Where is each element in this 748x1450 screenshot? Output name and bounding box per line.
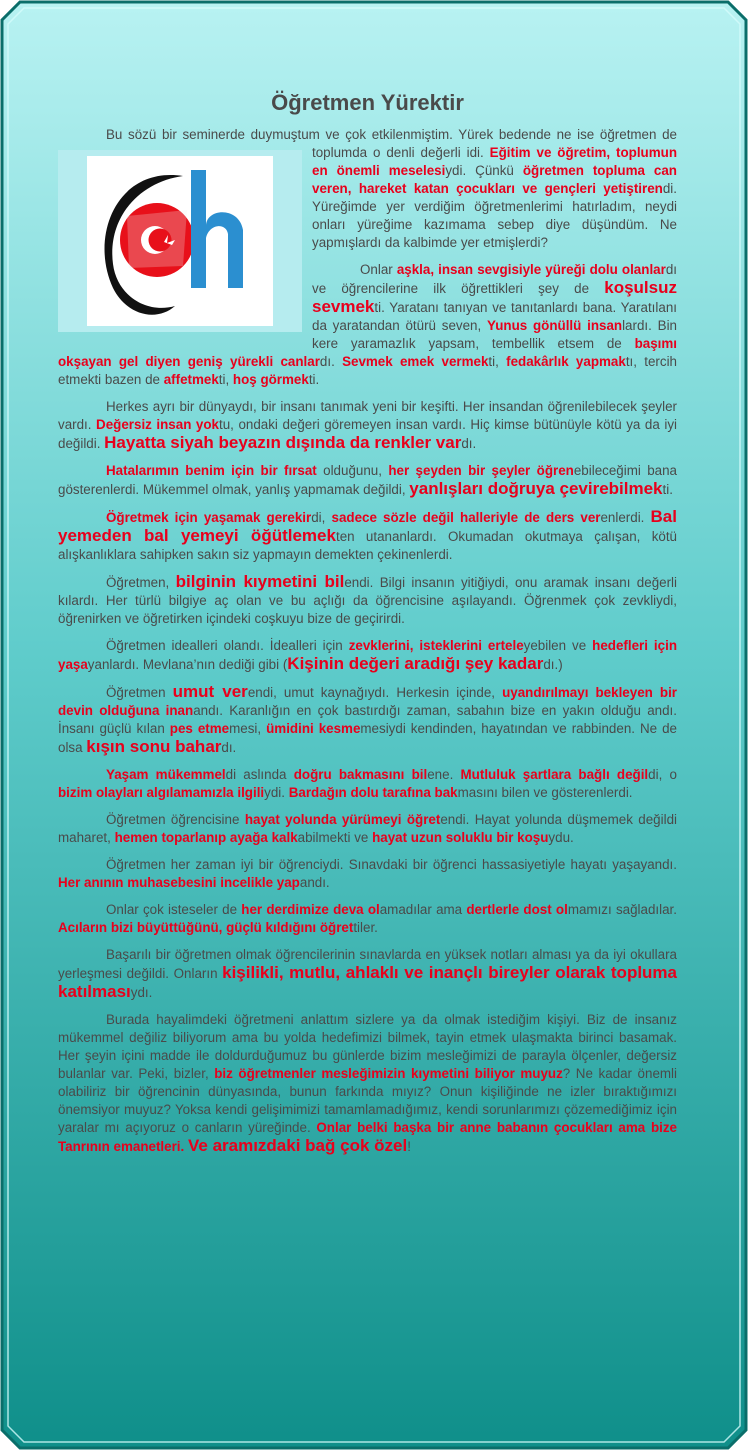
- body-text: ydi.: [264, 785, 289, 800]
- body-text: ti,: [488, 354, 507, 369]
- body-text: yebilen ve: [523, 638, 593, 653]
- body-text: tiler.: [353, 920, 378, 935]
- highlight-text: Sevmek emek vermek: [342, 354, 489, 369]
- paragraph-8: [58, 683, 677, 757]
- body-text: Öğretmen her zaman iyi bir öğrenciydi. Sınavdaki bir öğrenci hassasiyetiyle hayatı yaşayandı.: [106, 857, 677, 872]
- body-text: ti.: [662, 482, 673, 497]
- highlight-text: hemen toparlanıp ayağa kalk: [114, 830, 298, 845]
- body-text: amadılar ama: [379, 902, 467, 917]
- highlight-text: bilginin kıymetini bil: [175, 572, 345, 591]
- body-text: dı.: [461, 436, 477, 451]
- body-text: ti,: [218, 372, 233, 387]
- highlight-text: aşkla, insan sevgisiyle yüreği dolu olanlar: [396, 262, 666, 277]
- highlight-text: Yunus gönüllü insan: [487, 318, 623, 333]
- highlight-text: Hayatta siyah beyazın dışında da renkler var: [104, 433, 462, 452]
- highlight-text: uyandırılmayı bekleyen bir devin olduğuna inan: [58, 685, 678, 718]
- body-text: ti. Yaratanı tanıyan ve tanıtanlardı bana. Yaratılanı da yaratandan ötürü seven,: [312, 300, 677, 333]
- paragraph-14: [58, 1011, 677, 1156]
- highlight-text: bizim olayları algılamamızla ilgili: [58, 785, 265, 800]
- highlight-text: biz öğretmenler mesleğimizin kıymetini biliyor muyuz: [214, 1066, 563, 1081]
- body-text: mesi,: [229, 721, 267, 736]
- highlight-text: affetmek: [163, 372, 219, 387]
- body-text: yanlardı. Mevlana’nın dediği gibi (: [87, 657, 288, 672]
- article: [58, 88, 677, 1165]
- logo-frame: [58, 150, 302, 332]
- highlight-text: yanlışları doğruya çevirebilmek: [409, 479, 663, 498]
- body-text: ten utananlardı. Okumadan okutmaya çalışan, kötü alışkanlıklara sahipken sakın siz yapmayın demekten çekinenlerdi.: [58, 529, 678, 562]
- body-text: tu, ondaki değeri göremeyen insan vardı. Hiç kimse bütünüyle kötü ya da iyi değildi.: [58, 417, 677, 451]
- highlight-text: Mutluluk şartlara bağlı değil: [460, 767, 649, 782]
- page-title: Öğretmen Yürektir: [271, 90, 464, 115]
- body-text: Bu sözü bir seminerde duymuştum ve çok etkilenmiştim. Yürek bedende ne ise öğretmen de toplumda o denli değerli idi.: [106, 127, 677, 160]
- paragraph-10: [58, 811, 677, 847]
- paragraph-9: [58, 766, 677, 802]
- body-text: ydı.: [130, 985, 153, 1000]
- body-text: Öğretmen,: [106, 575, 176, 590]
- paragraph-3: [58, 398, 677, 453]
- body-text: dı.): [543, 657, 563, 672]
- body-text: ? Ne kadar önemli olabiliriz bir öğrencinin dünyasında, bunun farkında mıyız? Onun kişiliğinde ne izler bıraktığımızı önemsiyor muyuz? Yoksa kendi gelişimimizi tamamlamadığımız, kendi sorunlarımızı çözemediğimiz için yaralar mı açıyoruz o canların yüreğinde.: [58, 1066, 678, 1135]
- highlight-text: Bal yemeden bal yemeyi öğütlemek: [58, 507, 677, 545]
- body-text: mesiydi kendinden, hayatından ve rabbinden. Ne de olsa: [58, 721, 677, 755]
- body-text: Onlar: [360, 262, 397, 277]
- highlight-text: umut ver: [172, 682, 248, 701]
- body-text: Öğretmen idealleri olandı. İdealleri için: [106, 638, 349, 653]
- body-text: andı.: [299, 875, 330, 890]
- body-text: di,: [311, 510, 332, 525]
- body-text: ebileceğimi bana gösterenlerdi. Mükemmel olmak, yanlış yapmamak değildi,: [58, 463, 677, 497]
- body-text: dı.: [319, 354, 343, 369]
- highlight-text: Öğretmek için yaşamak gerekir: [106, 510, 312, 525]
- body-text: olduğunu,: [316, 463, 389, 478]
- body-text: di. Yüreğimde yer verdiğim öğretmenlerimi hatırladım, neydi onları yüreğime kazımama sebep diye düşündüm. Ne yapmışlardı da kalbimde yer etmişlerdi?: [312, 181, 677, 250]
- highlight-text: hedefleri için yaşa: [58, 638, 677, 672]
- body-text: Onlar çok isteseler de: [106, 902, 242, 917]
- highlight-text: dertlerle dost ol: [466, 902, 568, 917]
- highlight-text: fedakârlık yapmak: [506, 354, 626, 369]
- highlight-text: Hatalarımın benim için bir fırsat: [106, 463, 317, 478]
- highlight-text: zevklerini, isteklerini ertele: [348, 638, 524, 653]
- highlight-text: kışın sonu bahar: [86, 737, 222, 756]
- body-text: Burada hayalimdeki öğretmeni anlattım sizlere ya da olmak istediğim kişiyi. Biz de insanız mükemmel değiliz biliyorum ama bu yolda hedefimizi bilmek, tayin etmek ulaşmakta birinci basamak. Her şeyin içini madde ile doldurduğumuz bu günlerde bizim mesleğimizi de parayla ölçenler, değersiz bulanlar var. Peki, bizler,: [58, 1012, 677, 1081]
- body-text: Herkes ayrı bir dünyaydı, bir insanı tanımak yeni bir keşifti. Her insandan öğrenilebilecek şeyler vardı.: [58, 399, 677, 432]
- highlight-text: ümidini kesme: [266, 721, 361, 736]
- paragraph-6: [58, 573, 677, 628]
- highlight-text: Ve aramızdaki bağ çok özel: [187, 1136, 408, 1155]
- highlight-text: koşulsuz sevmek: [312, 278, 677, 316]
- highlight-text: hayat uzun soluklu bir koşu: [372, 830, 549, 845]
- highlight-text: her şeyden bir şeyler öğren: [388, 463, 574, 478]
- body-text: Başarılı bir öğretmen olmak öğrencilerinin sınavlarda en yüksek notları alması ya da iyi okullara yerleşmesi değildi. Onların: [58, 947, 677, 981]
- paragraph-13: [58, 946, 677, 1002]
- body-text: endi, umut kaynağıydı. Herkesin içinde,: [247, 685, 503, 700]
- body-text: andı. Karanlığın en çok bastırdığı zaman, sabahın bize en yakın olduğu andı. İnsanı güçlü kılan: [58, 703, 678, 736]
- highlight-text: Bardağın dolu tarafına bak: [288, 785, 458, 800]
- body-text: abilmekti ve: [297, 830, 373, 845]
- highlight-text: Kişinin değeri aradığı şey kadar: [287, 654, 544, 673]
- body-text: ene.: [427, 767, 461, 782]
- highlight-text: Onlar belki başka bir anne babanın çocukları ama bize Tanrının emanetleri.: [58, 1120, 677, 1154]
- body-text: ydi. Çünkü: [445, 163, 523, 178]
- paragraph-5: [58, 508, 677, 564]
- highlight-text: Yaşam mükemmel: [106, 767, 226, 782]
- body-text: enlerdi.: [600, 510, 651, 525]
- body-text: mamızı sağladılar.: [567, 902, 677, 917]
- highlight-text: pes etme: [169, 721, 230, 736]
- body-text: tı, tercih etmekti bazen de: [58, 354, 677, 387]
- highlight-text: sadece sözle değil halleriyle de ders ver: [331, 510, 601, 525]
- paragraph-1: [58, 126, 677, 252]
- highlight-text: hoş görmek: [232, 372, 309, 387]
- body-text: !: [407, 1139, 411, 1154]
- highlight-text: kişilikli, mutlu, ahlaklı ve inançlı bireyler olarak topluma katılması: [58, 963, 678, 1001]
- highlight-text: öğretmen topluma can veren, hareket katan çocukları ve gençleri yetiştiren: [312, 163, 677, 196]
- paragraph-12: [58, 901, 677, 937]
- highlight-text: Eğitim ve öğretim, toplumun en önemli meselesi: [312, 145, 678, 178]
- highlight-text: Acıların bizi büyüttüğünü, güçlü kıldığını öğret: [58, 920, 354, 935]
- body-text: ti.: [308, 372, 320, 387]
- highlight-text: Her anının muhasebesini incelikle yap: [58, 875, 300, 890]
- highlight-text: doğru bakmasını bil: [293, 767, 428, 782]
- paragraph-7: [58, 637, 677, 674]
- highlight-text: her derdimize deva ol: [241, 902, 380, 917]
- paragraph-11: [58, 856, 677, 892]
- body-text: di, o: [648, 767, 677, 782]
- body-text: ydu.: [548, 830, 574, 845]
- dh-logo-icon: [87, 156, 273, 326]
- body-text: dı.: [221, 740, 237, 755]
- body-text: Öğretmen: [106, 685, 173, 700]
- body-text: endi. Hayat yolunda düşmemek değildi maharet,: [58, 812, 677, 845]
- body-text: masını bilen ve gösterenlerdi.: [457, 785, 633, 800]
- body-text: lardı. Bin kere yaramazlık yapsam, tembellik etsem de: [312, 318, 677, 351]
- body-text: endi. Bilgi insanın yitiğiydi, onu aramak insanı değerli kılardı. Her türlü bilgiye aç olan ve bu açlığı da öğrencisine aşılayandı. Öğrenmek çok zevkliydi, öğrenirken ve öğretirken içindeki coşkuyu bize de geçirirdi.: [58, 575, 677, 626]
- body-text: di aslında: [225, 767, 294, 782]
- highlight-text: Değersiz insan yok: [96, 417, 220, 432]
- body-text: Öğretmen öğrencisine: [106, 812, 245, 827]
- highlight-text: hayat yolunda yürümeyi öğret: [244, 812, 441, 827]
- highlight-text: başımı okşayan gel diyen geniş yürekli canlar: [58, 336, 677, 369]
- paragraph-4: [58, 462, 677, 499]
- body-text: dı ve öğrencilerine ilk öğrettikleri şey de: [312, 262, 677, 296]
